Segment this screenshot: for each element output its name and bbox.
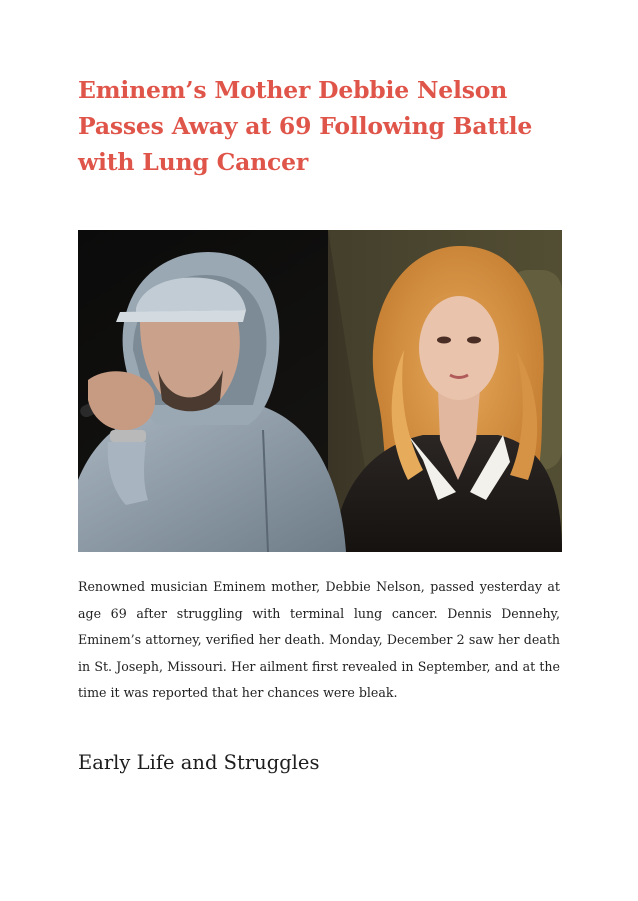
article-photo [78, 230, 562, 552]
section-heading: Early Life and Struggles [78, 751, 320, 774]
article-paragraph: Renowned musician Eminem mother, Debbie Nelson, passed yesterday at age 69 after struggling with terminal lung cancer. Dennis Dennehy, Eminem’s attorney, verified her death. Monday, December 2 saw her death in St. Joseph, Missouri. Her ailment first revealed in September, and at the time it was reported that her chances were bleak. [78, 579, 560, 700]
article-title: Eminem’s Mother Debbie Nelson Passes Away at 69 Following Battle with Lung Cancer [78, 76, 533, 176]
